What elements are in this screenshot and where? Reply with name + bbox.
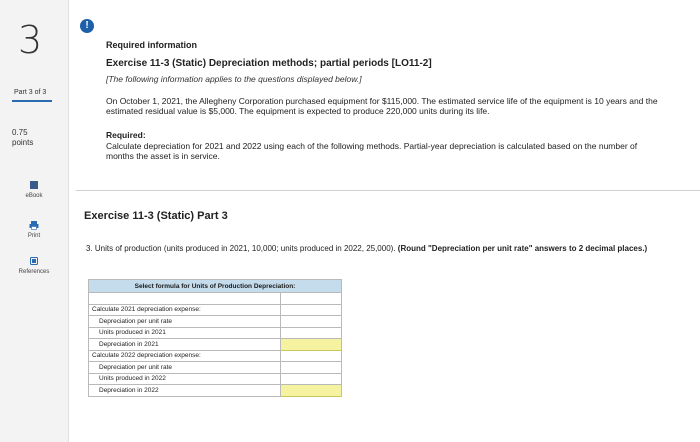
formula-select-value[interactable] bbox=[281, 293, 342, 305]
table-header: Select formula for Units of Production Depreciation: bbox=[89, 280, 342, 293]
info-note: [The following information applies to the questions displayed below.] bbox=[106, 74, 362, 84]
exercise-title: Exercise 11-3 (Static) Depreciation methods; partial periods [LO11-2] bbox=[106, 58, 432, 69]
units-of-production-table bbox=[88, 279, 342, 397]
print-button[interactable] bbox=[0, 220, 68, 239]
references-label: References bbox=[18, 269, 50, 275]
points-indicator bbox=[12, 128, 33, 148]
table-row-label: Calculate 2022 depreciation expense: bbox=[89, 350, 281, 362]
formula-select-cell[interactable] bbox=[89, 293, 281, 305]
required-information-panel bbox=[80, 0, 700, 188]
ebook-button[interactable] bbox=[0, 180, 68, 199]
left-sidebar bbox=[0, 0, 69, 442]
required-text: Calculate depreciation for 2021 and 2022 using each of the following methods. Partial-year depreciation is calculated based on the number of months the asset is in service. bbox=[106, 141, 638, 161]
table-row-label: Depreciation per unit rate bbox=[89, 362, 281, 374]
table-row-label: Depreciation in 2021 bbox=[89, 339, 281, 351]
table-row-label: Depreciation in 2022 bbox=[89, 385, 281, 397]
question-rounding-note: (Round "Depreciation per unit rate" answers to 2 decimal places.) bbox=[397, 244, 648, 253]
ebook-label: eBook bbox=[25, 193, 43, 199]
references-icon bbox=[29, 256, 39, 266]
table-row-label: Units produced in 2021 bbox=[89, 327, 281, 339]
print-label: Print bbox=[27, 233, 41, 239]
question-number: 3 bbox=[18, 18, 43, 62]
alert-icon: ! bbox=[80, 19, 94, 33]
depreciation-2021-input[interactable] bbox=[281, 339, 342, 351]
part-title: Exercise 11-3 (Static) Part 3 bbox=[84, 210, 228, 222]
depreciation-2022-input[interactable] bbox=[281, 385, 342, 397]
rate-2021-input[interactable] bbox=[281, 316, 342, 328]
part-indicator: Part 3 of 3 bbox=[14, 89, 47, 96]
table-row-value bbox=[281, 350, 342, 362]
part-progress-bar bbox=[12, 100, 52, 102]
table-row-label: Units produced in 2022 bbox=[89, 373, 281, 385]
table-row-value bbox=[281, 304, 342, 316]
references-button[interactable] bbox=[0, 256, 68, 275]
required-information-heading: Required information bbox=[106, 40, 198, 50]
printer-icon bbox=[29, 220, 39, 230]
points-label: points bbox=[12, 138, 34, 147]
units-2021-input[interactable] bbox=[281, 327, 342, 339]
problem-paragraph: On October 1, 2021, the Allegheny Corporation purchased equipment for $115,000. The estimated service life of the equipment is 10 years and the estimated residual value is $5,000. The equipment is expected to produce 220,000 units during its life. bbox=[106, 96, 658, 116]
question-plain: 3. Units of production (units produced in 2021, 10,000; units produced in 2022, 25,000). bbox=[86, 244, 396, 253]
question-text bbox=[86, 244, 686, 254]
points-value: 0.75 bbox=[12, 128, 28, 137]
rate-2022-input[interactable] bbox=[281, 362, 342, 374]
info-text bbox=[106, 40, 666, 161]
table-row-label: Calculate 2021 depreciation expense: bbox=[89, 304, 281, 316]
required-label: Required: bbox=[106, 130, 146, 140]
section-divider bbox=[76, 190, 700, 191]
book-icon bbox=[29, 180, 39, 190]
units-2022-input[interactable] bbox=[281, 373, 342, 385]
table-row-label: Depreciation per unit rate bbox=[89, 316, 281, 328]
